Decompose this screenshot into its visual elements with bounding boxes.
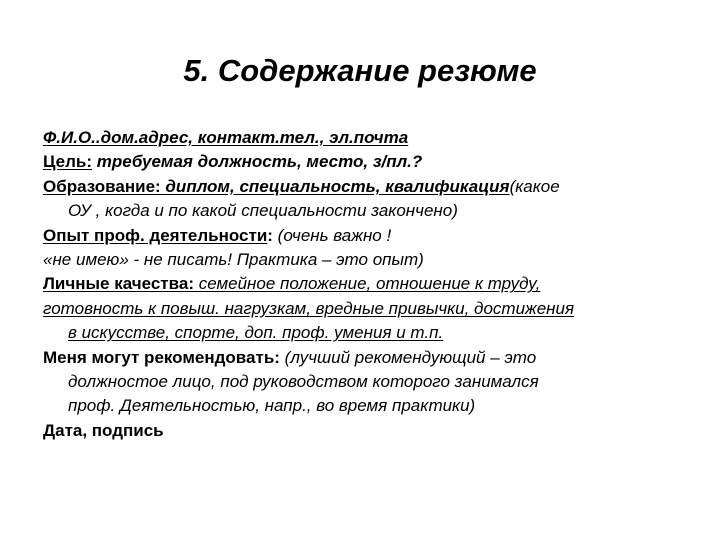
goal-text: требуемая должность, место, з/пл.? [92, 152, 423, 172]
line-date-signature: Дата, подпись [43, 420, 164, 440]
personal-label: Личные качества: [43, 274, 194, 294]
line-fio [43, 126, 683, 150]
goal-label: Цель: [43, 152, 92, 172]
experience-label: Опыт проф. деятельности [43, 225, 268, 245]
education-text: (какое [509, 176, 560, 196]
line-personal-cont2 [43, 321, 683, 345]
personal-text: семейное положение, отношение к труду, [193, 274, 541, 294]
fio-text: Ф.И.О..дом.адрес, контакт.тел., эл.почта [43, 128, 409, 147]
line-recommend-cont2: проф. Деятельностью, напр., во время практики) [68, 396, 476, 416]
experience-text: (очень важно ! [272, 225, 392, 245]
line-experience [43, 224, 683, 248]
recommend-label: Меня могут рекомендовать: [43, 347, 280, 367]
line-personal [43, 272, 683, 296]
line-experience-cont: «не имею» - не писать! Практика – это опыт) [43, 250, 424, 270]
recommend-text: (лучший рекомендующий – это [279, 347, 537, 367]
education-label: Образование: [43, 176, 166, 196]
line-recommend [43, 346, 683, 370]
personal-cont2-text: в искусстве, спорте, доп. проф. умения и т.п. [68, 323, 444, 343]
slide-body [43, 126, 683, 443]
line-education-cont: ОУ , когда и по какой специальности закончено) [68, 201, 458, 221]
line-goal [43, 150, 683, 174]
line-education [43, 175, 683, 199]
line-recommend-cont: должностое лицо, под руководством которого занимался [68, 372, 539, 392]
slide-title: 5. Содержание резюме [183, 53, 537, 88]
experience-colon: : [267, 225, 273, 245]
line-personal-cont: готовность к повыш. нагрузкам, вредные привычки, достижения [43, 298, 575, 318]
education-bold: диплом, специальность, квалификация [165, 176, 510, 196]
